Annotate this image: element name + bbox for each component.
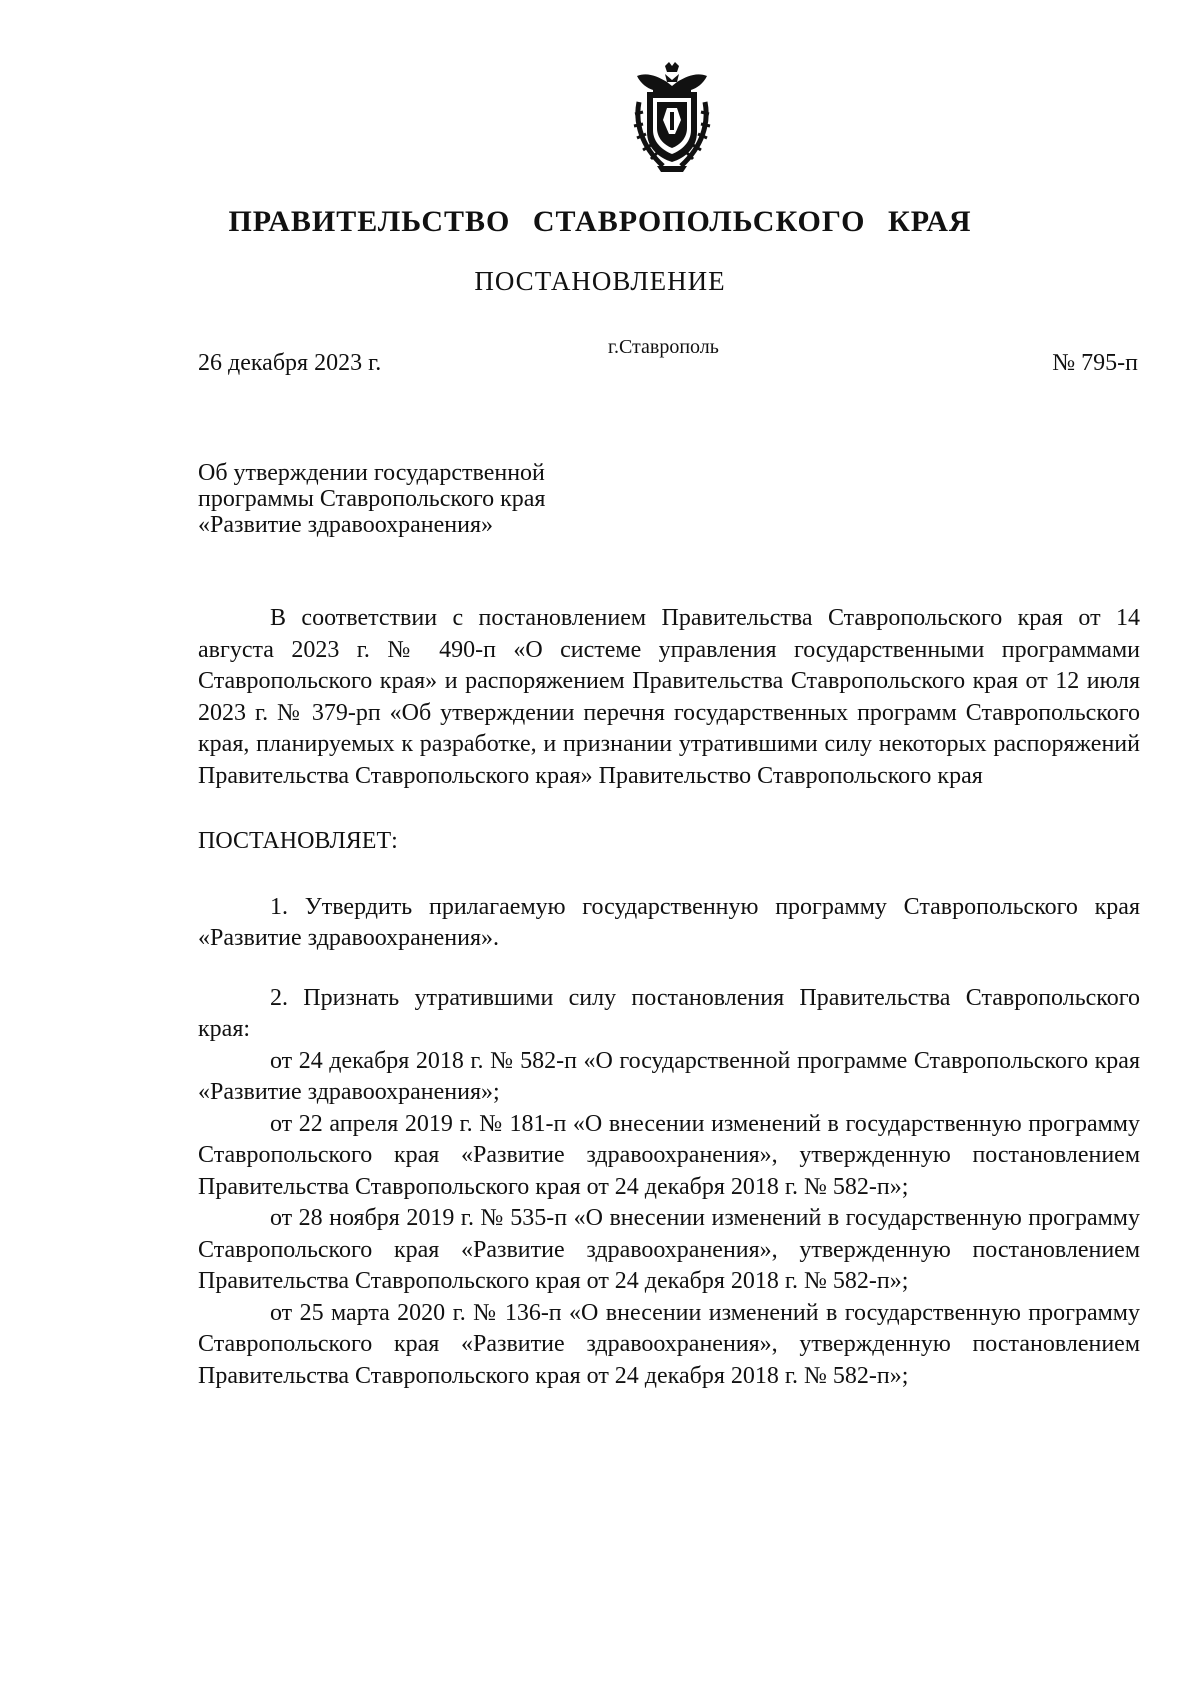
- document-date: 26 декабря 2023 г.: [198, 350, 382, 376]
- item-paragraph: 2. Признать утратившими силу постановления Правительства Ставропольского края:: [198, 984, 1140, 1042]
- document-number: № 795-п: [1052, 350, 1138, 376]
- decree-word: ПОСТАНОВЛЯЕТ:: [198, 828, 398, 854]
- document-subject: [198, 460, 698, 538]
- repeal-paragraph: от 24 декабря 2018 г. № 582-п «О государственной программе Ставропольского края «Развитие здравоохранения»;: [198, 1047, 1140, 1105]
- subject-line: Об утверждении государственной: [198, 460, 545, 486]
- document-type: ПОСТАНОВЛЕНИЕ: [474, 266, 726, 296]
- document-city: г.Ставрополь: [608, 336, 719, 358]
- repeal-paragraph: от 25 марта 2020 г. № 136-п «О внесении изменений в государственную программу Ставропольского края «Развитие здравоохранения», утвержденную постановлением Правительства Ставропольского края от 24 декабря 2018 г. № 582-п»;: [198, 1299, 1140, 1389]
- organization-title: ПРАВИТЕЛЬСТВО СТАВРОПОЛЬСКОГО КРАЯ: [228, 205, 972, 238]
- coat-of-arms-icon: [627, 62, 717, 174]
- preamble-paragraph: В соответствии с постановлением Правительства Ставропольского края от 14 августа 2023 г. № 490-п «О системе управления государственными программами Ставропольского края» и распоряжением Правительства Ставропольского края от 12 июля 2023 г. № 379-рп «Об утверждении перечня государственных программ Ставропольского края, планируемых к разработке, и признании утратившими силу некоторых распоряжений Правительства Ставропольского края» Правительство Ставропольского края: [198, 605, 1140, 789]
- item-paragraph: 1. Утвердить прилагаемую государственную программу Ставропольского края «Развитие здравоохранения».: [198, 893, 1140, 951]
- subject-line: «Развитие здравоохранения»: [198, 512, 493, 538]
- repeal-paragraph: от 22 апреля 2019 г. № 181-п «О внесении изменений в государственную программу Ставропольского края «Развитие здравоохранения», утвержденную постановлением Правительства Ставропольского края от 24 декабря 2018 г. № 582-п»;: [198, 1110, 1140, 1200]
- subject-line: программы Ставропольского края: [198, 486, 546, 512]
- repeal-paragraph: от 28 ноября 2019 г. № 535-п «О внесении изменений в государственную программу Ставропольского края «Развитие здравоохранения», утвержденную постановлением Правительства Ставропольского края от 24 декабря 2018 г. № 582-п»;: [198, 1205, 1140, 1294]
- document-body: [198, 603, 1140, 1392]
